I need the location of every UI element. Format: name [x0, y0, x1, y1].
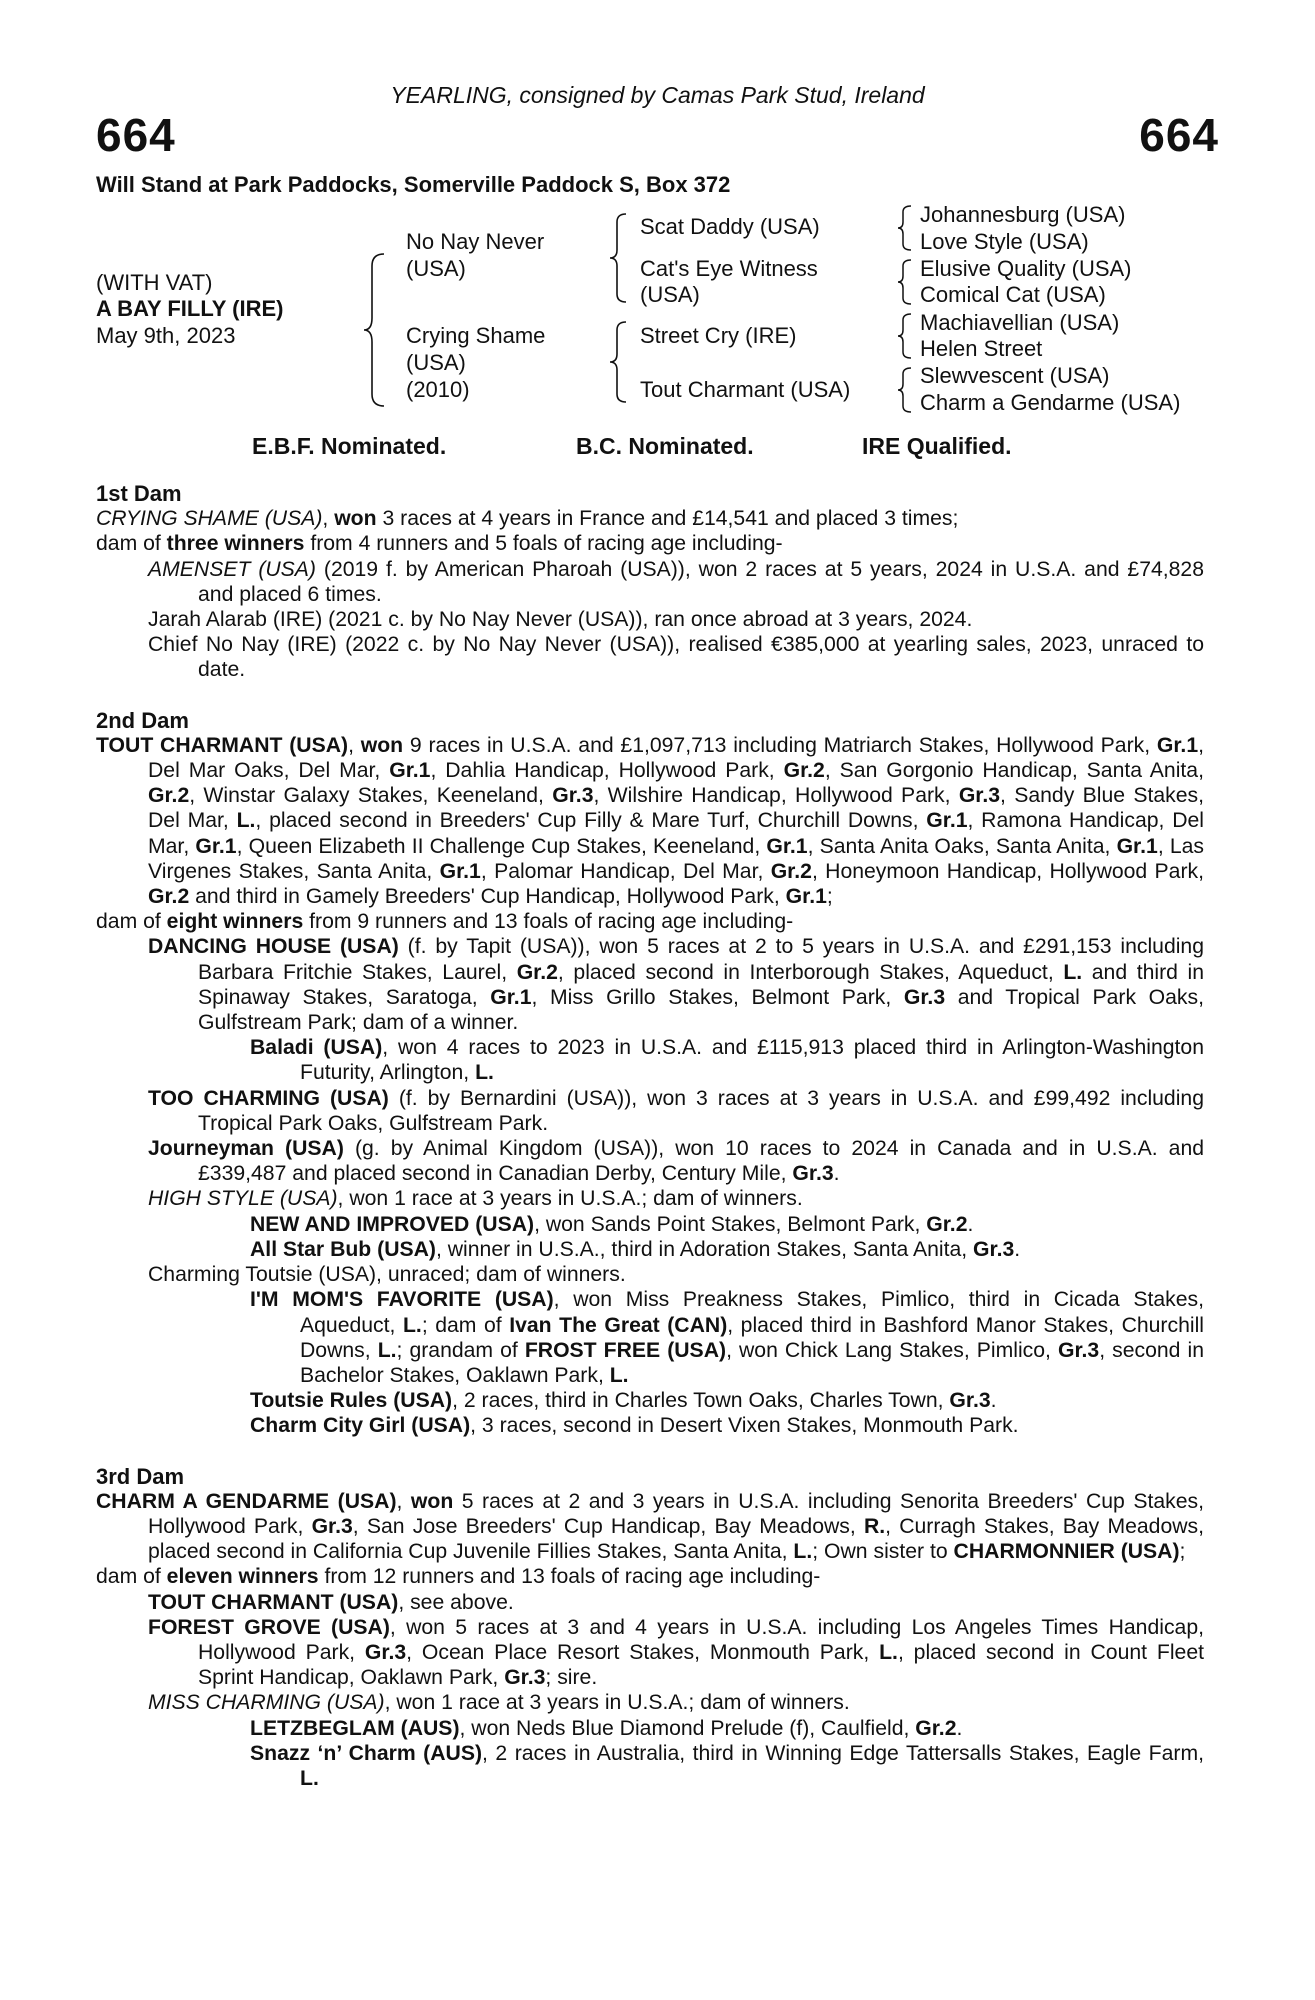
- pedigree-brace-dam: [608, 320, 630, 404]
- race-grade: L.: [793, 1540, 813, 1564]
- third-dam-record: CHARM A GENDARME (USA), won 5 races at 2 and 3 years in U.S.A. including Senorita Breeders' Cup Stakes, Hollywood Park, Gr.3, San Jose Breeders' Cup Handicap, Bay Meadows, R., Curragh Stakes, Bay Meadows, placed second in California Cup Juvenile Fillies Stakes, Santa Anita, L.; Own sister to CHARMONNIER (USA);: [96, 1489, 1205, 1564]
- produce-entry: Toutsie Rules (USA), 2 races, third in Charles Town Oaks, Charles Town, Gr.3.: [250, 1389, 997, 1413]
- race-grade: Gr.3: [903, 985, 946, 1009]
- text-run: , placed second in Interborough Stakes, Aqueduct,: [557, 960, 1064, 984]
- produce-entry: Charm City Girl (USA), 3 races, second in Desert Vixen Stakes, Monmouth Park.: [250, 1414, 1019, 1438]
- text-run: , Del Mar Oaks, Del Mar,: [148, 733, 1204, 783]
- text-run: 9 races in U.S.A. and £1,097,713 including Matriarch Stakes, Hollywood Park,: [403, 733, 1157, 757]
- vat-label: (WITH VAT): [96, 270, 213, 295]
- race-grade: Gr.2: [770, 859, 812, 883]
- text-run: ; dam of: [421, 1313, 510, 1337]
- text-run: ; grandam of: [396, 1338, 525, 1362]
- produce-entry: Journeyman (USA) (g. by Animal Kingdom (USA)), won 10 races to 2024 in Canada and in U.S.A. and £339,487 and placed second in Canadian Derby, Century Mile, Gr.3.: [148, 1137, 1205, 1186]
- text-run: , San Gorgonio Handicap, Santa Anita,: [824, 759, 1204, 783]
- race-grade: Gr.2: [516, 960, 558, 984]
- text-run: , Palomar Handicap, Del Mar,: [480, 859, 771, 883]
- gg-love-style: Love Style (USA): [920, 229, 1089, 254]
- produce-entry: HIGH STYLE (USA), won 1 race at 3 years in U.S.A.; dam of winners.: [148, 1187, 803, 1211]
- sire-name-line1: No Nay Never: [406, 229, 545, 254]
- text-run: .: [990, 1389, 997, 1413]
- dam-name-line1: Crying Shame: [406, 323, 546, 348]
- race-grade: L.: [402, 1313, 422, 1337]
- sire-name-line2: (USA): [406, 256, 466, 281]
- pedigree-brace-gg4: [896, 366, 914, 414]
- won-label: won: [334, 507, 377, 531]
- race-grade: Gr.2: [148, 885, 190, 909]
- race-grade: Gr.3: [364, 1640, 407, 1664]
- gg-johannesburg: Johannesburg (USA): [920, 202, 1126, 227]
- consignor-line: YEARLING, consigned by Camas Park Stud, Ireland: [390, 82, 925, 108]
- text-run: 5 races at 2 and 3 years in U.S.A. including Senorita Breeders' Cup Stakes, Hollywood Park,: [148, 1489, 1204, 1538]
- lot-number-right: 664: [1139, 109, 1219, 161]
- text-run: , won 5 races at 3 and 4 years in U.S.A. including Los Angeles Times Handicap, Hollywood Park,: [198, 1615, 1204, 1664]
- gg-charm-a-gendarme: Charm a Gendarme (USA): [920, 390, 1181, 415]
- text-run: , 2 races, third in Charles Town Oaks, Charles Town,: [452, 1389, 950, 1413]
- text-run: (g. by Animal Kingdom (USA)), won 10 races to 2024 in Canada and in U.S.A. and £339,487 and placed second in Canadian Derby, Century Mile,: [198, 1137, 1205, 1186]
- sire-dam-line2: (USA): [640, 282, 700, 307]
- gg-elusive-quality: Elusive Quality (USA): [920, 256, 1132, 281]
- race-grade: Gr.1: [926, 809, 968, 833]
- third-dam-name: CHARM A GENDARME (USA): [96, 1489, 397, 1513]
- race-grade: Gr.1: [389, 759, 431, 783]
- text-run: , Santa Anita Oaks, Santa Anita,: [807, 834, 1117, 858]
- pedigree-notes: [96, 481, 1204, 1791]
- first-dam-heading: 1st Dam: [96, 481, 182, 506]
- lot-number-left: 664: [96, 109, 176, 161]
- text-run: , placed second in Count Fleet Sprint Handicap, Oaklawn Park,: [198, 1640, 1204, 1690]
- text-run: , Ramona Handicap, Del Mar,: [148, 809, 1204, 858]
- race-grade: L.: [1063, 960, 1083, 984]
- produce-entry: Snazz ‘n’ Charm (AUS), 2 races in Australia, third in Winning Edge Tattersalls Stakes, Eagle Farm, L.: [250, 1741, 1204, 1790]
- produce-entry: Baladi (USA), won 4 races to 2023 in U.S.A. and £115,913 placed third in Arlington-Washington Futurity, Arlington, L.: [250, 1036, 1204, 1085]
- race-grade: Gr.3: [973, 1237, 1015, 1261]
- text-run: , Wilshire Handicap, Hollywood Park,: [593, 784, 959, 808]
- race-grade: Gr.3: [792, 1162, 834, 1186]
- foaling-date: May 9th, 2023: [96, 323, 236, 348]
- text-run: .: [956, 1716, 963, 1740]
- race-grade: Gr.3: [504, 1666, 546, 1690]
- text-run: ; Own sister to: [812, 1540, 954, 1564]
- race-grade: Gr.2: [148, 784, 190, 808]
- second-dam-record: TOUT CHARMANT (USA), won 9 races in U.S.A. and £1,097,713 including Matriarch Stakes, Hollywood Park, Gr.1, Del Mar Oaks, Del Mar, Gr.1, Dahlia Handicap, Hollywood Park, Gr.2, San Gorgonio Handicap, Santa Anita, Gr.2, Winstar Galaxy Stakes, Keeneland, Gr.3, Wilshire Handicap, Hollywood Park, Gr.3, Sandy Blue Stakes, Del Mar, L., placed second in Breeders' Cup Filly & Mare Turf, Churchill Downs, Gr.1, Ramona Handicap, Del Mar, Gr.1, Queen Elizabeth II Challenge Cup Stakes, Keeneland, Gr.1, Santa Anita Oaks, Santa Anita, Gr.1, Las Virgenes Stakes, Santa Anita, Gr.1, Palomar Handicap, Del Mar, Gr.2, Honeymoon Handicap, Hollywood Park, Gr.2 and third in Gamely Breeders' Cup Handicap, Hollywood Park, Gr.1;: [96, 733, 1205, 909]
- gg-comical-cat: Comical Cat (USA): [920, 282, 1106, 307]
- text-run: , won Sands Point Stakes, Belmont Park,: [534, 1212, 927, 1236]
- race-grade: Gr.1: [766, 834, 808, 858]
- race-grade: L.: [236, 809, 256, 833]
- text-run: , Curragh Stakes, Bay Meadows, placed second in California Cup Juvenile Fillies Stakes, Santa Anita,: [148, 1514, 1205, 1564]
- text-run: , Honeymoon Handicap, Hollywood Park,: [811, 859, 1204, 883]
- race-grade: Gr.2: [915, 1716, 957, 1740]
- dam-sire: Street Cry (IRE): [640, 323, 797, 348]
- race-grade: L.: [475, 1061, 494, 1085]
- text-run: and third in Spinaway Stakes, Saratoga,: [198, 960, 1205, 1009]
- text-run: , won Neds Blue Diamond Prelude (f), Caulfield,: [459, 1716, 916, 1740]
- text-run: .: [967, 1212, 974, 1236]
- produce-entry: FOREST GROVE (USA), won 5 races at 3 and 4 years in U.S.A. including Los Angeles Times Handicap, Hollywood Park, Gr.3, Ocean Place Resort Stakes, Monmouth Park, L., placed second in Count Fleet Sprint Handicap, Oaklawn Park, Gr.3; sire.: [148, 1615, 1204, 1690]
- second-dam-heading: 2nd Dam: [96, 707, 189, 733]
- text-run: , Sandy Blue Stakes, Del Mar,: [148, 784, 1204, 833]
- produce-entry: LETZBEGLAM (AUS), won Neds Blue Diamond Prelude (f), Caulfield, Gr.2.: [250, 1716, 963, 1740]
- text-run: .: [1014, 1237, 1021, 1261]
- text-run: , placed third in Bashford Manor Stakes, Churchill Downs,: [300, 1313, 1204, 1362]
- ebf-nominated: E.B.F. Nominated.: [252, 433, 447, 459]
- produce-entry: I'M MOM'S FAVORITE (USA), won Miss Preakness Stakes, Pimlico, third in Cicada Stakes, Aqueduct, L.; dam of Ivan The Great (CAN), placed third in Bashford Manor Stakes, Churchill Downs, L.; grandam of FROST FREE (USA), won Chick Lang Stakes, Pimlico, Gr.3, second in Bachelor Stakes, Oaklawn Park, L.: [250, 1288, 1204, 1387]
- race-grade: Gr.3: [958, 784, 1001, 808]
- produce-name: AMENSET (USA): [148, 557, 316, 581]
- produce-entry: All Star Bub (USA), winner in U.S.A., third in Adoration Stakes, Santa Anita, Gr.3.: [250, 1237, 1021, 1261]
- produce-entry: TOO CHARMING (USA) (f. by Bernardini (USA)), won 3 races at 3 years in U.S.A. and £99,492 including Tropical Park Oaks, Gulfstream Park.: [148, 1086, 1204, 1135]
- ire-qualified: IRE Qualified.: [862, 433, 1012, 459]
- produce-entry: NEW AND IMPROVED (USA), won Sands Point Stakes, Belmont Park, Gr.2.: [250, 1212, 974, 1236]
- text-run: , San Jose Breeders' Cup Handicap, Bay Meadows,: [352, 1514, 864, 1538]
- race-grade: Gr.1: [1116, 834, 1158, 858]
- pedigree-brace-gg2: [896, 258, 914, 306]
- text-run: , placed second in Breeders' Cup Filly & Mare Turf, Churchill Downs,: [255, 809, 927, 833]
- pedigree-brace-main: [362, 252, 388, 408]
- second-dam-produce-summary: dam of eight winners from 9 runners and 13 foals of racing age including-: [96, 910, 794, 934]
- pedigree-brace-gg3: [896, 312, 914, 360]
- text-run: (f. by Tapit (USA)), won 5 races at 2 to 5 years in U.S.A. and £291,153 including Barbara Fritchie Stakes, Laurel,: [198, 935, 1205, 984]
- gg-slewvescent: Slewvescent (USA): [920, 363, 1110, 388]
- race-grade: R.: [863, 1514, 886, 1538]
- dam-dam: Tout Charmant (USA): [640, 377, 851, 402]
- race-grade: Gr.3: [949, 1389, 991, 1413]
- third-dam-produce-summary: dam of eleven winners from 12 runners and 13 foals of racing age including-: [96, 1565, 821, 1589]
- text-run: , second in Bachelor Stakes, Oaklawn Park,: [300, 1338, 1204, 1387]
- text-run: , Miss Grillo Stakes, Belmont Park,: [531, 985, 904, 1009]
- produce-entry: DANCING HOUSE (USA) (f. by Tapit (USA)), won 5 races at 2 to 5 years in U.S.A. and £291,153 including Barbara Fritchie Stakes, Laurel, Gr.2, placed second in Interborough Stakes, Aqueduct, L. and third in Spinaway Stakes, Saratoga, Gr.1, Miss Grillo Stakes, Belmont Park, Gr.3 and Tropical Park Oaks, Gulfstream Park; dam of a winner.: [148, 935, 1205, 1035]
- race-grade: L.: [609, 1363, 629, 1387]
- bc-nominated: B.C. Nominated.: [576, 433, 754, 459]
- horse-name: A BAY FILLY (IRE): [96, 296, 284, 321]
- produce-entry: AMENSET (USA) (2019 f. by American Pharoah (USA)), won 2 races at 5 years, 2024 in U.S.A. and £74,828 and placed 6 times.: [148, 557, 1204, 606]
- race-grade: Gr.3: [311, 1514, 353, 1538]
- text-run: ;: [826, 885, 833, 909]
- dam-name-line2: (USA): [406, 350, 466, 375]
- produce-entry: Chief No Nay (IRE) (2022 c. by No Nay Never (USA)), realised €385,000 at yearling sales, 2023, unraced to date.: [148, 633, 1204, 682]
- race-grade: Gr.1: [785, 885, 827, 909]
- race-grade: L.: [879, 1640, 898, 1664]
- third-dam-heading: 3rd Dam: [96, 1463, 185, 1489]
- pedigree-brace-sire: [608, 212, 630, 304]
- race-grade: Gr.1: [439, 859, 481, 883]
- text-run: , Dahlia Handicap, Hollywood Park,: [430, 759, 784, 783]
- gg-machiavellian: Machiavellian (USA): [920, 310, 1120, 335]
- second-dam-name: TOUT CHARMANT (USA): [96, 733, 349, 757]
- text-run: and Tropical Park Oaks, Gulfstream Park; dam of a winner.: [198, 985, 1204, 1035]
- race-grade: L.: [300, 1766, 319, 1790]
- text-run: .: [833, 1162, 840, 1186]
- text-run: , Winstar Galaxy Stakes, Keeneland,: [189, 784, 553, 808]
- text-run: , Las Virgenes Stakes, Santa Anita,: [148, 834, 1205, 883]
- race-grade: L.: [377, 1338, 397, 1362]
- produce-entry: TOUT CHARMANT (USA), see above.: [148, 1590, 514, 1614]
- text-run: and third in Gamely Breeders' Cup Handicap, Hollywood Park,: [189, 885, 786, 909]
- first-dam-name: CRYING SHAME (USA): [96, 507, 323, 531]
- race-grade: Gr.3: [1057, 1338, 1100, 1362]
- first-dam-produce-summary: dam of three winners from 4 runners and 5 foals of racing age including-: [96, 532, 783, 556]
- produce-entry: Charming Toutsie (USA), unraced; dam of winners.: [148, 1263, 626, 1287]
- produce-entry: MISS CHARMING (USA), won 1 race at 3 years in U.S.A.; dam of winners.: [148, 1691, 850, 1715]
- pedigree-brace-gg1: [896, 204, 914, 252]
- race-grade: Gr.3: [552, 784, 594, 808]
- race-grade: Gr.1: [490, 985, 532, 1009]
- race-grade: Gr.1: [1156, 733, 1199, 757]
- dam-name-line3: (2010): [406, 377, 470, 402]
- sire-sire: Scat Daddy (USA): [640, 214, 820, 239]
- race-grade: Gr.1: [195, 834, 237, 858]
- text-run: , won 4 races to 2023 in U.S.A. and £115,913 placed third in Arlington-Washington Futurity, Arlington,: [300, 1036, 1204, 1085]
- text-run: , won Miss Preakness Stakes, Pimlico, third in Cicada Stakes, Aqueduct,: [300, 1288, 1204, 1337]
- text-run: , 2 races in Australia, third in Winning Edge Tattersalls Stakes, Eagle Farm,: [482, 1741, 1204, 1765]
- stabling-location: Will Stand at Park Paddocks, Somerville Paddock S, Box 372: [96, 172, 731, 197]
- text-run: , Queen Elizabeth II Challenge Cup Stakes, Keeneland,: [236, 834, 767, 858]
- sire-dam-line1: Cat's Eye Witness: [640, 256, 818, 281]
- text-run: , Ocean Place Resort Stakes, Monmouth Park,: [406, 1640, 880, 1664]
- text-run: , won Chick Lang Stakes, Pimlico,: [726, 1338, 1058, 1362]
- text-run: , winner in U.S.A., third in Adoration Stakes, Santa Anita,: [435, 1237, 974, 1261]
- gg-helen-street: Helen Street: [920, 336, 1043, 361]
- race-grade: Gr.2: [783, 759, 825, 783]
- text-run: ; sire.: [545, 1666, 598, 1690]
- first-dam-record: CRYING SHAME (USA), won 3 races at 4 years in France and £14,541 and placed 3 times;: [96, 507, 959, 531]
- produce-entry: Jarah Alarab (IRE) (2021 c. by No Nay Never (USA)), ran once abroad at 3 years, 2024.: [148, 608, 973, 632]
- race-grade: Gr.2: [926, 1212, 968, 1236]
